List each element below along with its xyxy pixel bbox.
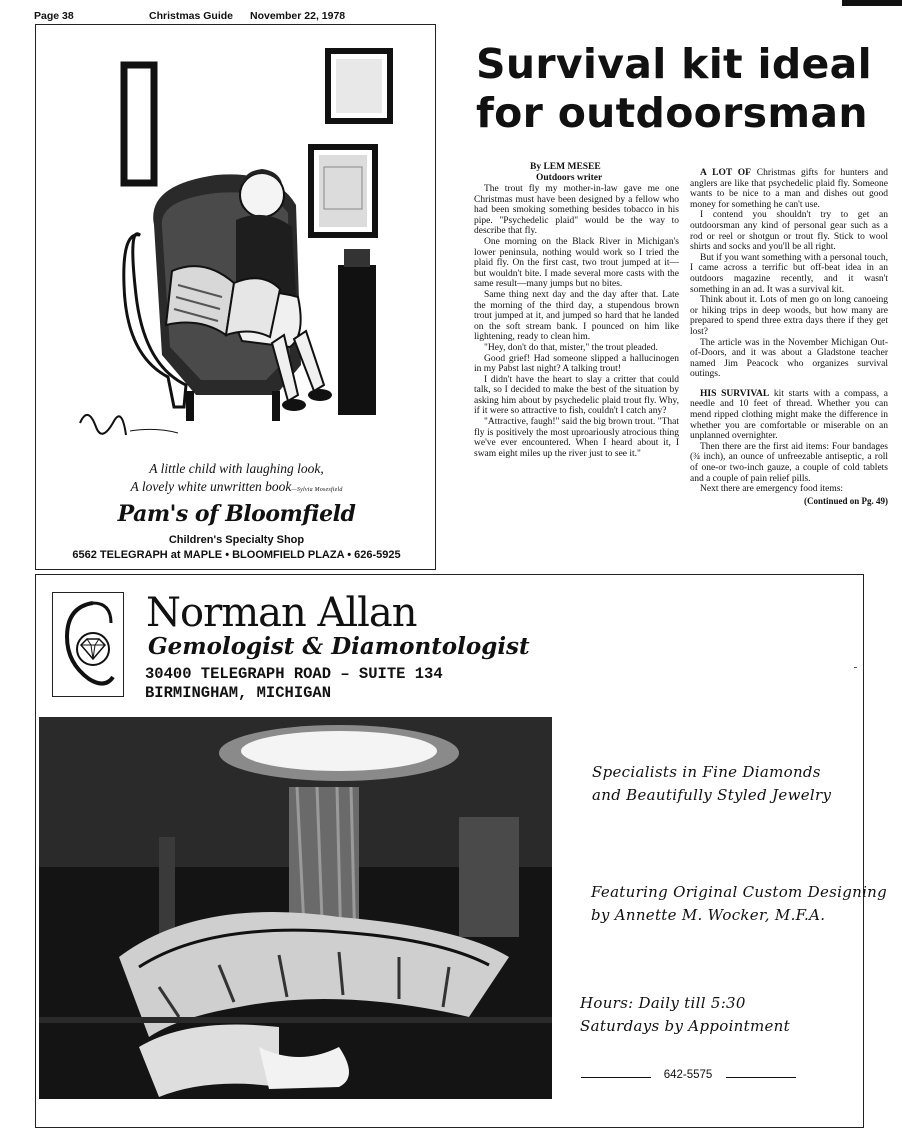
brand-name: Norman Allan	[146, 590, 417, 636]
paragraph: One morning on the Black River in Michigan's lower peninsula, nothing would work so I tried the plaid fly. On the first cast, two trout jumped at it—but wouldn't bite. I made several more casts with the same result—many jumps but no bites.	[474, 236, 679, 290]
article-column-2	[690, 168, 888, 506]
byline-title: Outdoors writer	[536, 173, 603, 183]
paragraph-text: Christmas gifts for hunters and anglers are like that psychedelic plaid fly. Someone wants to be nice to a man and dishes out good money for something he can't use.	[690, 168, 888, 210]
norman-allan-ad	[35, 574, 888, 1128]
poem-line-2-text: A lovely white unwritten book	[130, 479, 292, 494]
paragraph	[690, 389, 888, 442]
featuring-line-2: by Annette M. Wocker, M.F.A.	[591, 906, 826, 924]
phone-number: 642-5575	[663, 1069, 713, 1081]
article-column-1	[474, 184, 679, 459]
address-line-2: BIRMINGHAM, MICHIGAN	[145, 684, 332, 702]
poem-line-1: A little child with laughing look,	[149, 461, 324, 476]
headline-line-2: for outdoorsman	[476, 89, 868, 137]
specialty-line-2: and Beautifully Styled Jewelry	[592, 786, 832, 804]
byline	[530, 162, 602, 184]
lead-in: HIS SURVIVAL	[700, 388, 770, 399]
featuring-text	[591, 881, 887, 927]
headline-line-1: Survival kit ideal	[476, 40, 872, 88]
jewelry-store-photo	[39, 717, 552, 1099]
hours-text	[580, 992, 790, 1038]
specialty-line-1: Specialists in Fine Diamonds	[592, 763, 821, 781]
paragraph: "Attractive, faugh!" said the big brown trout. "That fly is positively the most uproariously atrocious thing we've ever encountered. When I heard about it, I swam eight miles up the river just to see it."	[474, 417, 679, 459]
paragraph: Think about it. Lots of men go on long canoeing or hiking trips in deep woods, but how many are prepared to spend three extra days there if they get lost?	[690, 295, 888, 337]
paragraph-text: kit starts with a compass, a needle and 10 feet of thread. Whether you can mend ripped clothing might make the difference in whether you are comfortable or miserable on an unplanned overnighter.	[690, 388, 888, 442]
page-number: Page 38	[34, 10, 74, 22]
paragraph: I contend you shouldn't try to get an outdoorsman any kind of personal gear such as a rod or reel or shotgun or trout fly. Stick to wool shirts and socks and you'll be all right.	[690, 210, 888, 253]
section-title: Christmas Guide	[149, 10, 234, 22]
store-subtitle: Children's Specialty Shop	[168, 534, 305, 546]
specialty-text	[592, 761, 831, 807]
paragraph: "Hey, don't do that, mister," the trout pleaded.	[484, 342, 658, 353]
store-address: 6562 TELEGRAPH at MAPLE • BLOOMFIELD PLAZA • 626-5925	[72, 549, 401, 561]
paragraph: Then there are the first aid items: Four bandages (¾ inch), an ounce of unfreezable antiseptic, a roll of one-or two-inch gauze, a couple of cold tablets and a couple of pain relief pills.	[690, 441, 888, 484]
poem-line-2	[36, 478, 437, 499]
paragraph: I didn't have the heart to slay a critter that could talk, so I decided to make the best of the situation by asking him about by psychedelic plaid trout fly. Why, if it were so attractive to fish, couldn't I catch any?	[474, 374, 679, 417]
byline-name: By LEM MESEE	[530, 162, 601, 172]
rule-left	[581, 1077, 651, 1078]
paragraph: But if you want something with a personal touch, I came across a terrific but off-beat idea in an outdoors magazine recently, and it wasn't something in an ad. It was a survival kit.	[690, 252, 888, 295]
rule-right	[726, 1077, 796, 1078]
pams-ad	[35, 24, 436, 570]
lead-in: A LOT OF	[700, 168, 751, 178]
phone-line	[581, 1069, 796, 1085]
paragraph: Next there are emergency food items:	[700, 484, 844, 495]
address-line-1: 30400 TELEGRAPH ROAD – SUITE 134	[145, 665, 443, 683]
hours-line-2: Saturdays by Appointment	[580, 1017, 790, 1035]
store-logo: Pam's of Bloomfield	[117, 501, 356, 527]
hours-line-1: Hours: Daily till 5:30	[580, 994, 746, 1012]
child-reading-illustration	[66, 35, 406, 473]
paragraph: The trout fly my mother-in-law gave me one Christmas must have been designed by a fellow who had been smoking something besides tobacco in his pipe. "Psychedelic plaid" would be the way to describe that fly.	[474, 184, 679, 237]
issue-date: November 22, 1978	[250, 10, 346, 22]
featuring-line-1: Featuring Original Custom Designing	[591, 883, 888, 901]
paragraph: Good grief! Had someone slipped a hallucinogen in my Pabst last night? A talking trout!	[474, 353, 679, 375]
profession: Gemologist & Diamontologist	[148, 633, 530, 660]
continued-note: (Continued on Pg. 49)	[803, 495, 888, 506]
paragraph: Same thing next day and the day after that. Late the morning of the third day, a stupendous brown trout jumped at it, and jumped so hard that he landed on the soft stream bank. I pounced on him like lightening, ready to clean him.	[474, 289, 679, 343]
poem-credit: —Sylvia Mosesfield	[291, 487, 343, 493]
logo-box	[52, 592, 124, 697]
diamond-logo-icon	[53, 593, 123, 695]
stray-mark	[854, 667, 857, 668]
paragraph: The article was in the November Michigan Out-of-Doors, and it was about a Gladstone teacher named Jim Peacock who organizes survival outings.	[690, 337, 888, 380]
scan-edge	[842, 0, 902, 6]
article-headline	[476, 40, 896, 138]
paragraph	[690, 168, 888, 210]
